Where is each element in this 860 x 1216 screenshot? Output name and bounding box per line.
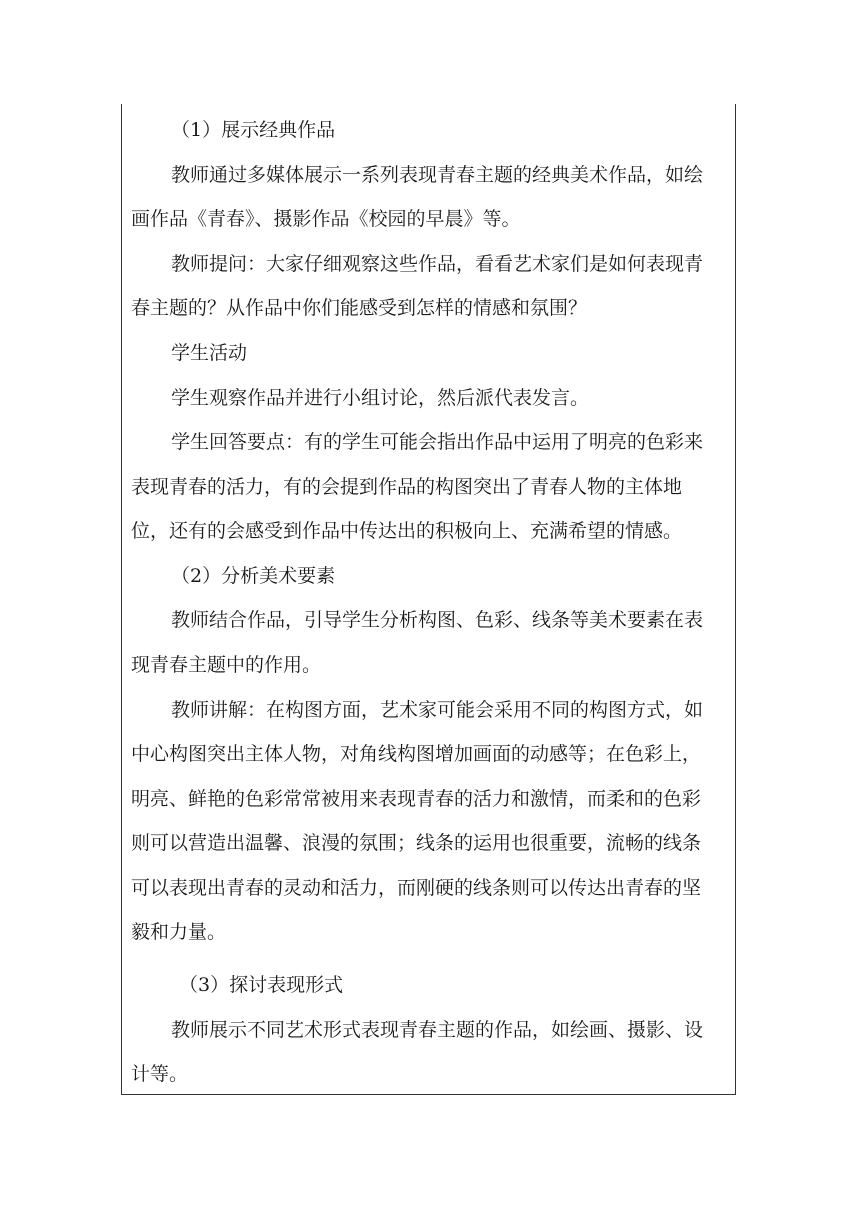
paragraph-line: 位，还有的会感受到作品中传达出的积极向上、充满希望的情感。 [131,520,683,542]
paragraph-line: 教师提问：大家仔细观察这些作品，看看艺术家们是如何表现青 [171,253,704,275]
paragraph-line: 教师展示不同艺术形式表现青春主题的作品，如绘画、摄影、设 [171,1019,704,1041]
section-heading-2: （2）分析美术要素 [171,565,336,587]
paragraph-line: 春主题的？从作品中你们能感受到怎样的情感和氛围？ [131,297,588,319]
paragraph-line: 教师结合作品，引导学生分析构图、色彩、线条等美术要素在表 [171,609,704,631]
paragraph-line: 表现青春的活力，有的会提到作品的构图突出了青春人物的主体地 [131,476,683,498]
paragraph-line: 学生活动 [171,342,248,364]
paragraph-line: 学生回答要点：有的学生可能会指出作品中运用了明亮的色彩来 [171,431,704,453]
section-heading-1: （1）展示经典作品 [171,119,336,141]
section-heading-3: （3）探讨表现形式 [179,974,344,996]
paragraph-line: 教师通过多媒体展示一系列表现青春主题的经典美术作品，如绘 [171,164,704,186]
paragraph-line: 画作品《青春》、摄影作品《校园的早晨》等。 [131,208,521,230]
paragraph-line: 明亮、鲜艳的色彩常常被用来表现青春的活力和激情，而柔和的色彩 [131,788,702,810]
paragraph-line: 学生观察作品并进行小组讨论，然后派代表发言。 [171,387,590,409]
paragraph-line: 毅和力量。 [131,921,227,943]
paragraph-line: 现青春主题中的作用。 [131,654,322,676]
paragraph-line: 可以表现出青春的灵动和活力，而刚硬的线条则可以传达出青春的坚 [131,877,702,899]
paragraph-line: 计等。 [131,1063,189,1085]
paragraph-line: 教师讲解：在构图方面，艺术家可能会采用不同的构图方式，如 [171,699,704,721]
paragraph-line: 中心构图突出主体人物，对角线构图增加画面的动感等；在色彩上， [131,743,702,765]
paragraph-line: 则可以营造出温馨、浪漫的氛围；线条的运用也很重要，流畅的线条 [131,832,702,854]
